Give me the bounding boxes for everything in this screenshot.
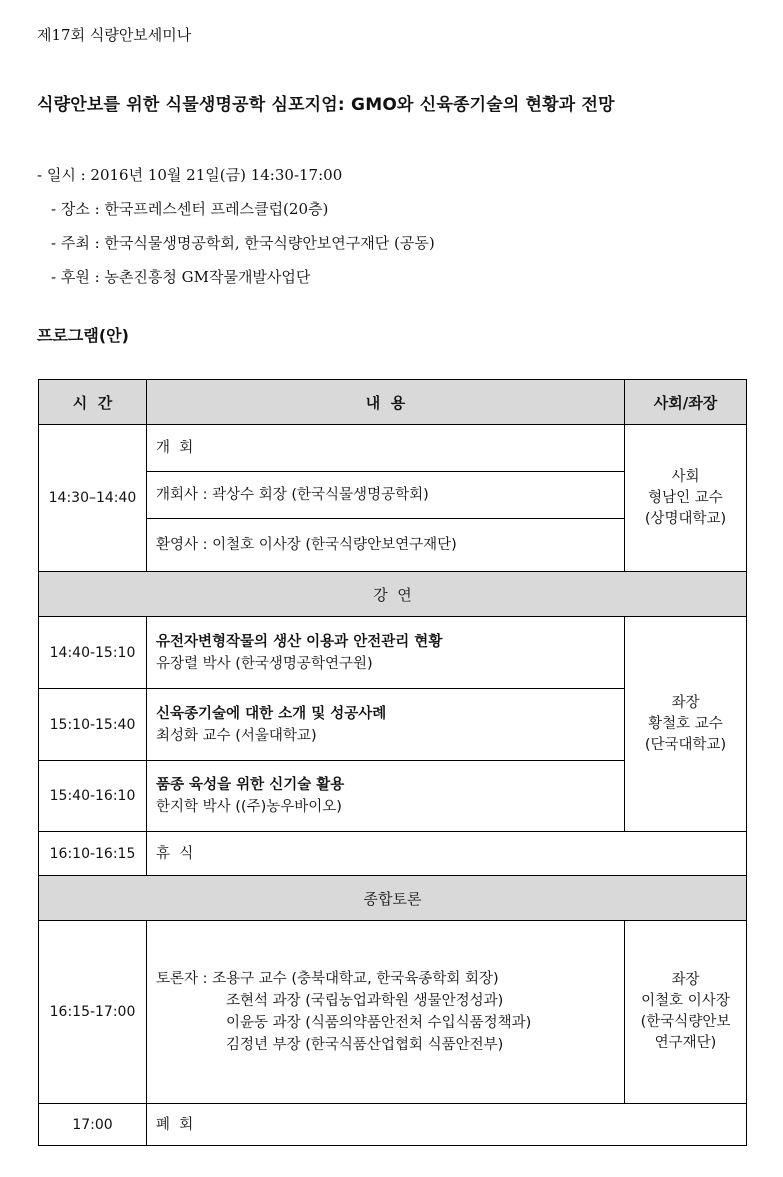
- panel-cell: [147, 921, 625, 1104]
- program-label: 프로그램(안): [37, 326, 129, 345]
- lecture-cell: [147, 689, 625, 761]
- event-date: - 일시 : 2016년 10월 21일(금) 14:30-17:00: [37, 166, 343, 184]
- lecture-speaker: 유장렬 박사 (한국생명공학연구원): [156, 655, 373, 672]
- table-row: [39, 921, 747, 1104]
- document-title: 식량안보를 위한 식물생명공학 심포지엄: GMO와 신육종기술의 현황과 전망: [37, 95, 615, 115]
- time-cell: 15:40-16:10: [39, 761, 147, 832]
- chair-affiliation: (단국대학교): [644, 736, 727, 753]
- chair-role: 사회: [671, 468, 700, 485]
- content-cell: 환영사 : 이철호 이사장 (한국식량안보연구재단): [147, 519, 625, 572]
- time-cell: 14:30–14:40: [39, 425, 147, 572]
- panel-member: 토론자 : 조용구 교수 (충북대학교, 한국육종학회 회장): [156, 971, 499, 987]
- chair-affiliation: 연구재단): [654, 1035, 717, 1051]
- panel-member: 이윤동 과장 (식품의약품안전처 수입식품정책과): [226, 1015, 532, 1031]
- discussion-section-title: 종합토론: [39, 876, 747, 921]
- time-cell: 14:40-15:10: [39, 617, 147, 689]
- event-info: [37, 158, 435, 294]
- lecture-speaker: 최성화 교수 (서울대학교): [156, 727, 317, 744]
- section-row: [39, 876, 747, 921]
- event-sponsor: - 후원 : 농촌진흥청 GM작물개발사업단: [51, 268, 311, 286]
- header-time: 시 간: [39, 380, 147, 425]
- chair-name: 형남인 교수: [648, 489, 723, 506]
- lecture-cell: [147, 617, 625, 689]
- closing-cell: 폐 회: [147, 1104, 747, 1146]
- event-host: - 주최 : 한국식물생명공학회, 한국식량안보연구재단 (공동): [51, 234, 435, 252]
- table-row: [39, 617, 747, 689]
- time-cell: 16:15-17:00: [39, 921, 147, 1104]
- chair-cell: [625, 617, 747, 832]
- time-cell: 15:10-15:40: [39, 689, 147, 761]
- chair-cell: [625, 425, 747, 572]
- chair-name: 황철호 교수: [648, 715, 723, 732]
- chair-name: 이철호 이사장: [641, 993, 730, 1009]
- table-header-row: [39, 380, 747, 425]
- chair-affiliation: (상명대학교): [644, 510, 727, 527]
- time-cell: 16:10-16:15: [39, 832, 147, 876]
- chair-affiliation: (한국식량안보: [640, 1014, 731, 1030]
- table-row: [39, 832, 747, 876]
- chair-role: 좌장: [671, 694, 700, 711]
- panel-member: 조현석 과장 (국립농업과학원 생물안정성과): [226, 993, 504, 1009]
- header-chair: 사회/좌장: [625, 380, 747, 425]
- lecture-speaker: 한지학 박사 ((주)농우바이오): [156, 799, 342, 815]
- table-row: [39, 1104, 747, 1146]
- event-venue: - 장소 : 한국프레스센터 프레스클럽(20층): [51, 200, 329, 218]
- lecture-title: 품종 육성을 위한 신기술 활용: [156, 777, 345, 793]
- panel-member: 김정년 부장 (한국식품산업협회 식품안전부): [226, 1037, 504, 1053]
- section-row: [39, 572, 747, 617]
- table-row: [39, 425, 747, 472]
- schedule-table: [38, 379, 747, 1146]
- content-cell: 개회사 : 곽상수 회장 (한국식물생명공학회): [147, 472, 625, 519]
- chair-cell: [625, 921, 747, 1104]
- lecture-title: 신육종기술에 대한 소개 및 성공사례: [156, 705, 387, 722]
- header-content: 내 용: [147, 380, 625, 425]
- lecture-section-title: 강 연: [39, 572, 747, 617]
- lecture-title: 유전자변형작물의 생산 이용과 안전관리 현황: [156, 633, 443, 650]
- time-cell: 17:00: [39, 1104, 147, 1146]
- series-title: 제17회 식량안보세미나: [37, 26, 192, 44]
- content-cell: 개 회: [147, 425, 625, 472]
- chair-role: 좌장: [671, 972, 700, 988]
- lecture-cell: [147, 761, 625, 832]
- break-cell: 휴 식: [147, 832, 747, 876]
